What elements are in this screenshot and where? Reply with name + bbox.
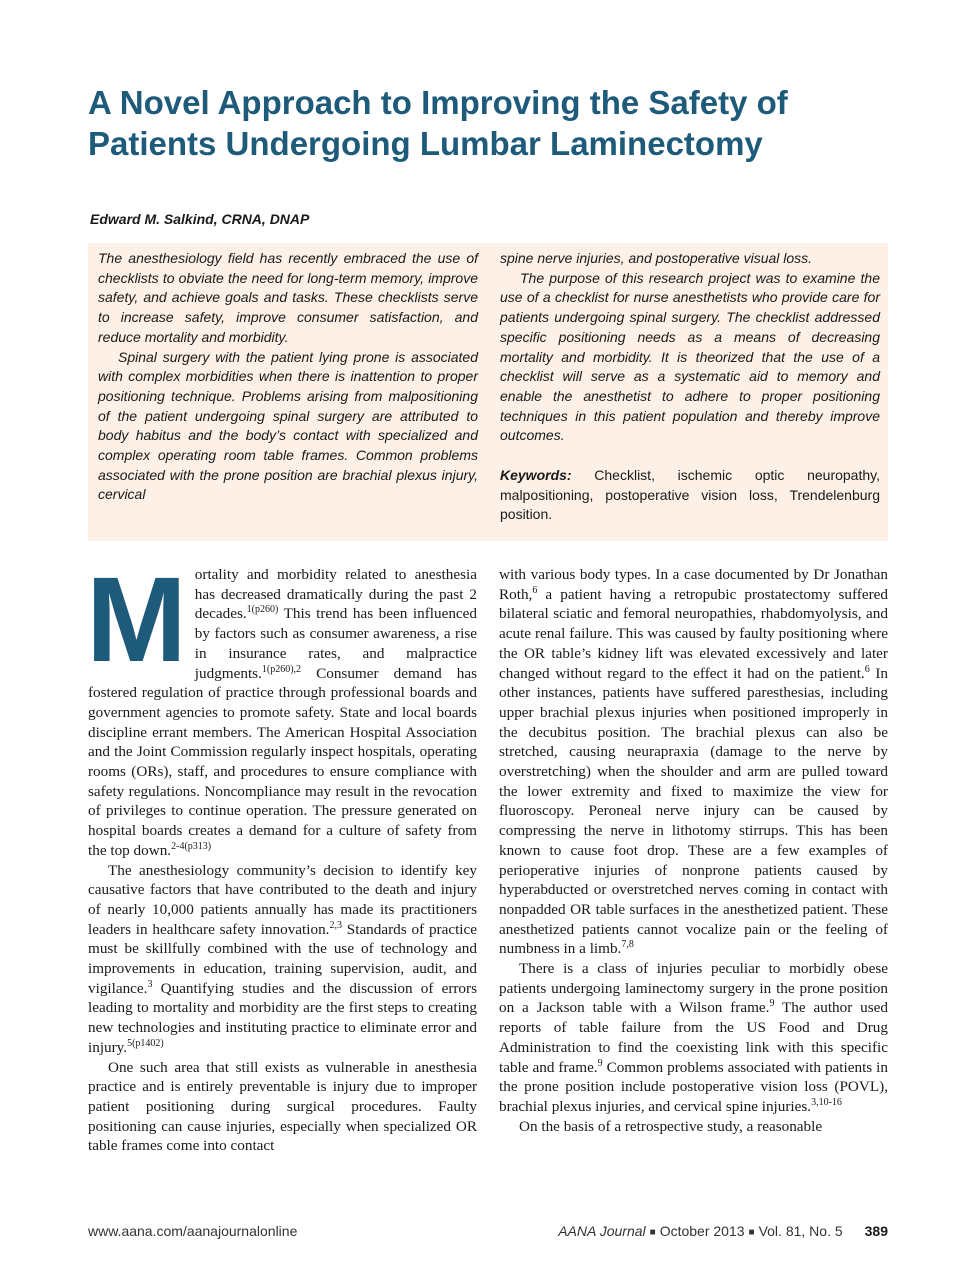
abstract-paragraph-2-continued: spine nerve injuries, and postoperative visual loss.: [500, 250, 813, 266]
body-paragraph-3-continued: with various body types. In a case documented by Dr Jonathan Roth,$^6$ a patient having a retropubic prostatectomy suffered bilateral sciatic and femoral neuropathies, rhabdomyolysis, and acute renal failure. This was caused by faulty positioning where the OR table’s kidney lift was elevated excessively and later changed without regard to the effect it had on the patient.$^6$ In other instances, patients have suffered paresthesias, including upper brachial plexus injuries when positioned improperly in the decubitus position. The brachial plexus can also be stretched, causing neurapraxia (damage to the nerve by overstretching) when the shoulder and arm are pulled toward the lower extremity and fixed to maximize the view for fluoroscopy. Peroneal nerve injury can be caused by compressing the nerve in lithotomy stirrups. This has been known to cause foot drop. These are a few examples of perioperative injuries of nonprone patients caused by hyperabducted or overstretched nerves coming in contact with nonpadded OR table surfaces in the anesthetized patient. These anesthetized patients cannot vocalize pain or the feeling of numbness in a limb.$^{7,8}$: [499, 566, 888, 958]
citation: 6: [864, 663, 870, 675]
abstract-left-column: [98, 249, 478, 505]
bullet-separator: ■: [748, 1227, 755, 1238]
citation: 3: [147, 978, 153, 990]
citation: 2,3: [329, 919, 342, 931]
page-number: 389: [864, 1223, 888, 1239]
citation: 5(p1402): [127, 1037, 164, 1049]
keywords: [500, 466, 880, 525]
citation: 1(p260),2: [261, 663, 302, 675]
citation: 6: [532, 584, 538, 596]
abstract-paragraph-1: The anesthesiology field has recently embraced the use of checklists to obviate the need for long-term memory, improve safety, and achieve goals and tasks. These checklists serve to increase safety, improve consumer satisfaction, and reduce mortality and morbidity.: [98, 250, 478, 345]
body-paragraph-2: The anesthesiology community’s decision to identify key causative factors that have contributed to the death and injury of nearly 10,000 patients annually has made its practitioners leaders in healthcare safety innovation.$^{2,3}$ Standards of practice must be skillfully combined with the use of technology and improvements in education, training supervision, audit, and vigilance.$^3$ Quantifying studies and the discussion of errors leading to mortality and morbidity are the first steps to creating new technologies and instituting practice to eliminate error and injury.$^{5(p1402)}$: [88, 861, 477, 1056]
volume-number: Vol. 81, No. 5: [758, 1223, 843, 1239]
citation: 9: [597, 1057, 603, 1069]
citation: 1(p260): [246, 604, 279, 616]
author-byline: Edward M. Salkind, CRNA, DNAP: [90, 211, 310, 227]
body-left-column: [86, 551, 477, 1156]
abstract-paragraph-3: The purpose of this research project was to examine the use of a checklist for nurse anesthetists who provide care for patients undergoing spinal surgery. The checklist addressed specific positioning needs as a means of decreasing mortality and morbidity. It is theorized that the use of a checklist will serve as a systematic aid to memory and enable the anesthetist to adhere to proper positioning techniques in this patient population and thereby improve outcomes.: [500, 269, 880, 444]
article-title: A Novel Approach to Improving the Safety of Patients Undergoing Lumbar Laminectomy: [88, 84, 788, 162]
drop-cap: M: [86, 551, 187, 687]
citation: 2-4(p313): [171, 840, 212, 852]
issue-date: October 2013: [659, 1223, 745, 1239]
abstract-paragraph-2: Spinal surgery with the patient lying prone is associated with complex morbidities when there is inattention to proper positioning technique. Problems arising from malpositioning of the patient undergoing spinal surgery are attributed to body habitus and the body’s contact with specialized and complex operating room table frames. Common problems associated with the prone position are brachial plexus injury, cervical: [98, 348, 478, 503]
citation: 9: [769, 998, 775, 1010]
abstract-box: [88, 243, 888, 541]
body-paragraph-3: One such area that still exists as vulnerable in anesthesia practice and is entirely preventable is injury due to improper patient positioning during surgical procedures. Faulty positioning can cause injuries, especially when specialized OR table frames come into contact: [88, 1058, 477, 1155]
abstract-right-column: [500, 249, 880, 525]
body-right-column: [499, 565, 888, 1136]
body-paragraph-4: There is a class of injuries peculiar to morbidly obese patients undergoing laminectomy surgery in the prone position on a Jackson table with a Wilson frame.$^9$ The author used reports of table failure from the US Food and Drug Administration to find the coexisting link with this specific table and frame.$^9$ Common problems associated with patients in the prone position include postoperative vision loss (POVL), brachial plexus injuries, and cervical spine injuries.$^{3,10-16}$: [499, 960, 888, 1115]
keywords-label: Keywords:: [500, 467, 572, 484]
citation: 7,8: [621, 939, 634, 951]
citation: 3,10-16: [811, 1096, 842, 1108]
journal-url[interactable]: www.aana.com/aanajournalonline: [88, 1223, 298, 1239]
body-paragraph-5: On the basis of a retrospective study, a reasonable: [519, 1117, 823, 1135]
keywords-list: Checklist, ischemic optic neuropathy, malpositioning, postoperative vision loss, Trendelenburg position.: [500, 467, 880, 523]
journal-name: AANA Journal: [558, 1223, 646, 1239]
bullet-separator: ■: [649, 1227, 656, 1238]
body-paragraph-1: Mortality and morbidity related to anesthesia has decreased dramatically during the past 2 decades.$^{1(p260)}$ This trend has been influenced by factors such as consumer awareness, a rise in insurance rates, and malpractice judgments.$^{1(p260),2}$ Consumer demand has fostered regulation of practice through professional boards and government agencies to promote safety. State and local boards discipline errant members. The American Hospital Association and the Joint Commission regularly inspect hospitals, operating rooms (ORs), staff, and procedures to ensure compliance with safety regulations. Noncompliance may result in the revocation of privileges to continue operation. The pressure generated on hospital boards creates a demand for a culture of safety from the top down.$^{2-4(p313)}$: [86, 551, 477, 859]
journal-citation: [558, 1223, 888, 1239]
